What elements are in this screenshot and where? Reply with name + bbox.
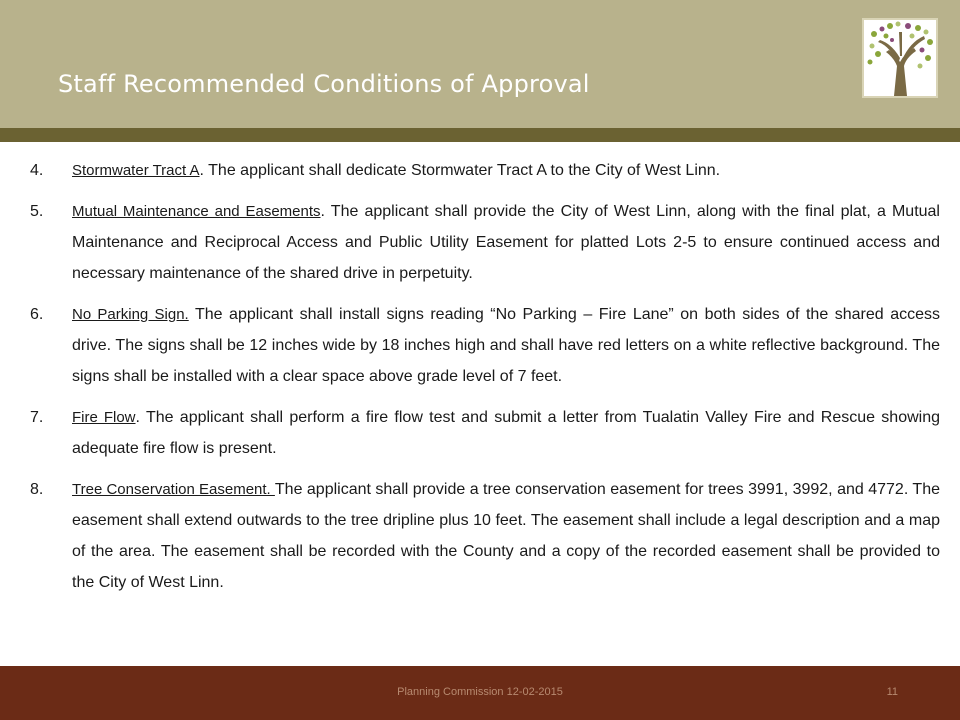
item-body <box>72 155 940 186</box>
item-number: 5. <box>30 203 44 220</box>
tree-logo-icon <box>862 18 938 98</box>
item-title: Mutual Maintenance and Easements <box>72 203 321 220</box>
item-title: Tree Conservation Easement. <box>72 481 275 498</box>
item-text: . The applicant shall perform a fire flow test and submit a letter from Tualatin Valley Fire and Rescue showing adequate fire flow is present. <box>72 409 940 457</box>
item-title: No Parking Sign. <box>72 306 189 323</box>
conditions-list <box>30 155 940 608</box>
item-number: 4. <box>30 162 44 179</box>
header-bar <box>0 0 960 128</box>
item-number: 6. <box>30 306 44 323</box>
slide-title: Staff Recommended Conditions of Approval <box>58 70 590 98</box>
footer-bar <box>0 666 960 720</box>
item-number: 7. <box>30 409 44 426</box>
header-divider-stripe <box>0 128 960 142</box>
list-item <box>30 402 940 464</box>
item-title: Stormwater Tract A <box>72 162 200 179</box>
footer-label: Planning Commission 12-02-2015 <box>397 686 563 698</box>
item-body <box>72 299 940 392</box>
list-item <box>30 155 940 186</box>
list-item <box>30 196 940 289</box>
item-body <box>72 196 940 289</box>
list-item <box>30 474 940 598</box>
item-title: Fire Flow <box>72 409 136 426</box>
item-body <box>72 474 940 598</box>
item-number: 8. <box>30 481 44 498</box>
item-text: . The applicant shall provide the City of West Linn, along with the final plat, a Mutual Maintenance and Reciprocal Access and Public Utility Easement for platted Lots 2-5 to ensure continued access and necessary maintenance of the shared drive in perpetuity. <box>72 203 940 282</box>
list-item <box>30 299 940 392</box>
item-body <box>72 402 940 464</box>
item-text: The applicant shall provide a tree conservation easement for trees 3991, 3992, and 4772. The easement shall extend outwards to the tree dripline plus 10 feet. The easement shall include a legal description and a map of the area. The easement shall be recorded with the County and a copy of the recorded easement shall be provided to the City of West Linn. <box>72 481 940 591</box>
item-text: The applicant shall install signs reading “No Parking – Fire Lane” on both sides of the shared access drive. The signs shall be 12 inches wide by 18 inches high and shall have red letters on a white reflective background. The signs shall be installed with a clear space above grade level of 7 feet. <box>72 306 940 385</box>
page-number: 11 <box>886 686 898 698</box>
item-text: . The applicant shall dedicate Stormwater Tract A to the City of West Linn. <box>199 162 721 179</box>
